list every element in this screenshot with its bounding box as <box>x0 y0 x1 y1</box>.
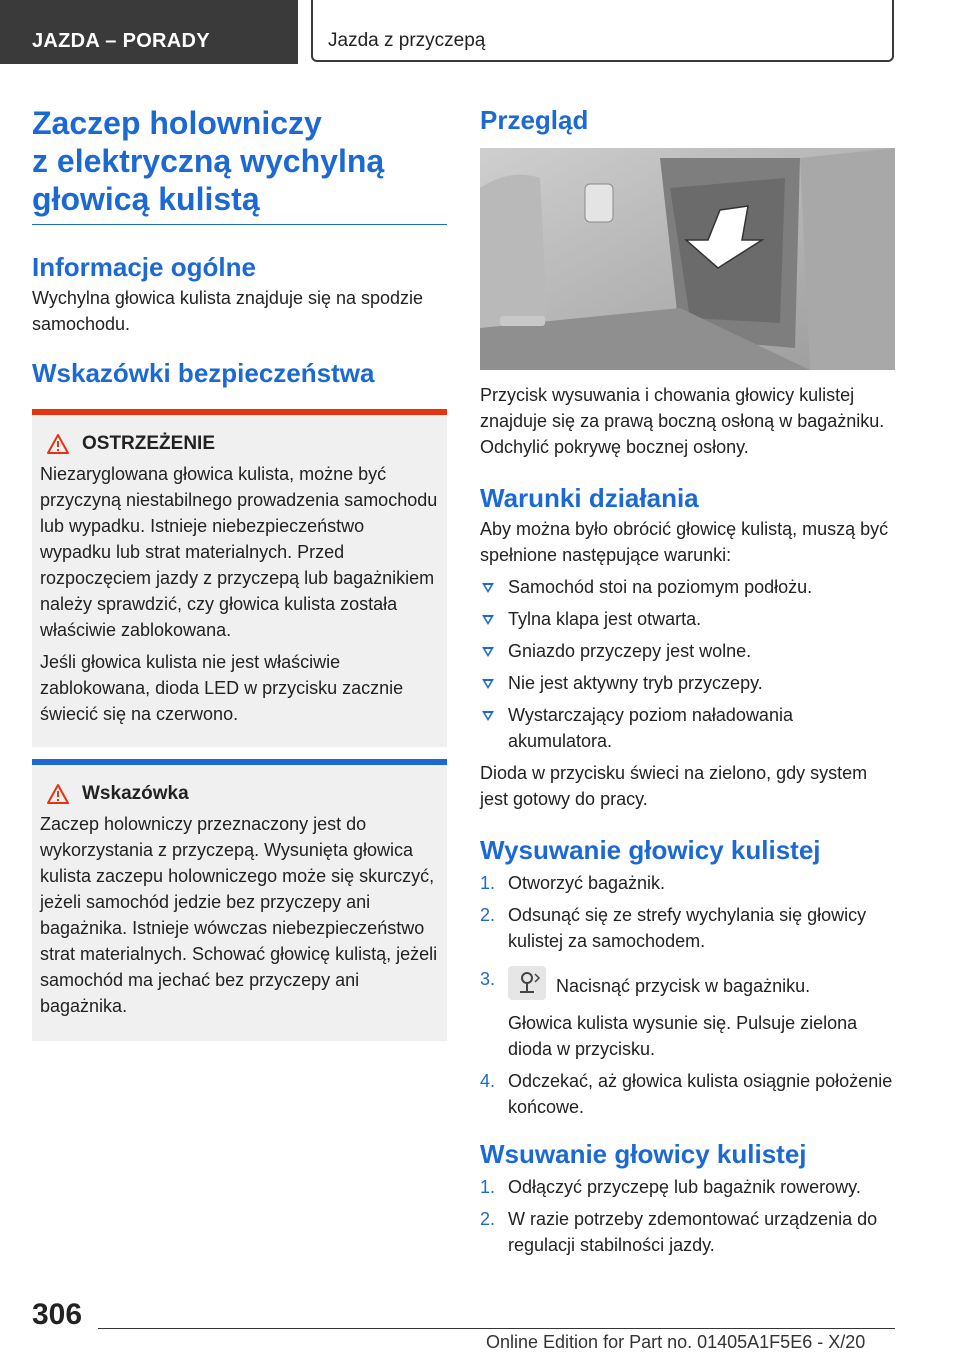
step-text: Nacisnąć przycisk w bagażniku. <box>556 976 811 996</box>
list-item <box>480 902 895 954</box>
step-number: 1. <box>480 873 496 893</box>
page-title <box>32 104 447 225</box>
warning-text-1: Niezaryglowana głowica kulista, możne być przyczyną niestabilnego prowadzenia samochodu lub wypadku. Istnieje niebezpieczeństwo wypadku lub strat materialnych. Przed rozpoczęciem jazdy z przyczepą lub bagażnikiem należy sprawdzić, czy głowica kulista została właściwie zablokowana. <box>40 464 438 640</box>
right-column <box>480 104 895 1264</box>
list-item <box>480 1068 895 1120</box>
chapter-title: Jazda z przyczepą <box>328 30 486 51</box>
list-item <box>480 1174 895 1200</box>
step-number: 2. <box>480 1209 496 1229</box>
retract-steps <box>480 1174 895 1258</box>
list-item <box>480 638 895 664</box>
note-text: Zaczep holowniczy przeznaczony jest do wykorzystania z przyczepą. Wysunięta głowica kulista zaczepu holowniczego może się skurczyć, jeżeli samochód jedzie bez przyczepy ani bagażnika. Istnieje wówczas niebezpieczeństwo strat materialnych. Schować głowicę kulistą, jeżeli samochód ma jechać bez przyczepy ani bagażnika. <box>40 814 438 1016</box>
list-item <box>480 702 895 754</box>
edition-text: Online Edition for Part no. 01405A1F5E6 - X/20 <box>486 1332 866 1352</box>
step-number: 3. <box>480 969 496 989</box>
triangle-bullet-icon <box>482 615 494 625</box>
conditions-outro: Dioda w przycisku świeci na zielono, gdy system jest gotowy do pracy. <box>480 763 868 809</box>
page-number: 306 <box>32 1298 83 1331</box>
general-text: Wychylna głowica kulista znajduje się na spodzie samochodu. <box>32 288 424 334</box>
general-heading: Informacje ogólne <box>32 252 256 282</box>
conditions-heading: Warunki działania <box>480 483 699 513</box>
step-text: Otworzyć bagażnik. <box>508 873 666 893</box>
list-item <box>480 574 895 600</box>
note-box <box>32 759 447 1041</box>
note-title-row <box>46 783 439 805</box>
list-item <box>480 606 895 632</box>
extend-steps <box>480 870 895 1120</box>
triangle-bullet-icon <box>482 583 494 593</box>
note-triangle-icon <box>46 783 70 805</box>
chapter-tab <box>311 0 894 62</box>
step-number: 4. <box>480 1071 496 1091</box>
page-title-line-1: Zaczep holowniczy <box>32 105 322 141</box>
note-title: Wskazówka <box>82 783 189 804</box>
footer-divider <box>98 1328 895 1329</box>
step-number: 2. <box>480 905 496 925</box>
condition-text: Gniazdo przyczepy jest wolne. <box>508 641 752 661</box>
safety-heading: Wskazówki bezpieczeństwa <box>32 358 375 388</box>
overview-heading: Przegląd <box>480 105 589 135</box>
list-item <box>480 966 895 1062</box>
warning-triangle-icon <box>46 433 70 455</box>
step-extra-text: Głowica kulista wysunie się. Pulsuje zielona dioda w przycisku. <box>508 1013 858 1059</box>
step-text: Odczekać, aż głowica kulista osiągnie położenie końcowe. <box>508 1071 893 1117</box>
retract-heading: Wsuwanie głowicy kulistej <box>480 1139 807 1169</box>
condition-text: Samochód stoi na poziomym podłożu. <box>508 577 813 597</box>
warning-title-row <box>46 433 439 455</box>
trailer-hitch-button-icon <box>508 966 546 1000</box>
page-title-line-3: głowicą kulistą <box>32 181 260 217</box>
conditions-list <box>480 574 895 754</box>
step-number: 1. <box>480 1177 496 1197</box>
condition-text: Nie jest aktywny tryb przyczepy. <box>508 673 763 693</box>
conditions-intro: Aby można było obrócić głowicę kulistą, muszą być spełnione następujące warunki: <box>480 519 889 565</box>
step-text: Odłączyć przyczepę lub bagażnik rowerowy. <box>508 1177 861 1197</box>
step-text: Odsunąć się ze strefy wychylania się głowicy kulistej za samochodem. <box>508 905 867 951</box>
list-item <box>480 670 895 696</box>
condition-text: Wystarczający poziom naładowania akumulatora. <box>508 705 793 751</box>
extend-heading: Wysuwanie głowicy kulistej <box>480 835 821 865</box>
step-text: W razie potrzeby zdemontować urządzenia do regulacji stabilności jazdy. <box>508 1209 878 1255</box>
triangle-bullet-icon <box>482 711 494 721</box>
trunk-photo <box>480 148 895 370</box>
triangle-bullet-icon <box>482 679 494 689</box>
warning-box <box>32 409 447 747</box>
triangle-bullet-icon <box>482 647 494 657</box>
condition-text: Tylna klapa jest otwarta. <box>508 609 702 629</box>
left-column <box>32 104 447 1041</box>
section-title: JAZDA – PORADY <box>32 30 210 52</box>
section-tab <box>0 0 298 64</box>
list-item <box>480 870 895 896</box>
warning-title: OSTRZEŻENIE <box>82 433 216 454</box>
page-title-line-2: z elektryczną wychylną <box>32 143 385 179</box>
warning-text-2: Jeśli głowica kulista nie jest właściwie zablokowana, dioda LED w przycisku zacznie świecić się na czerwono. <box>40 652 404 724</box>
photo-caption: Przycisk wysuwania i chowania głowicy kulistej znajduje się za prawą boczną osłoną w bagażniku. Odchylić pokrywę bocznej osłony. <box>480 385 885 457</box>
list-item <box>480 1206 895 1258</box>
